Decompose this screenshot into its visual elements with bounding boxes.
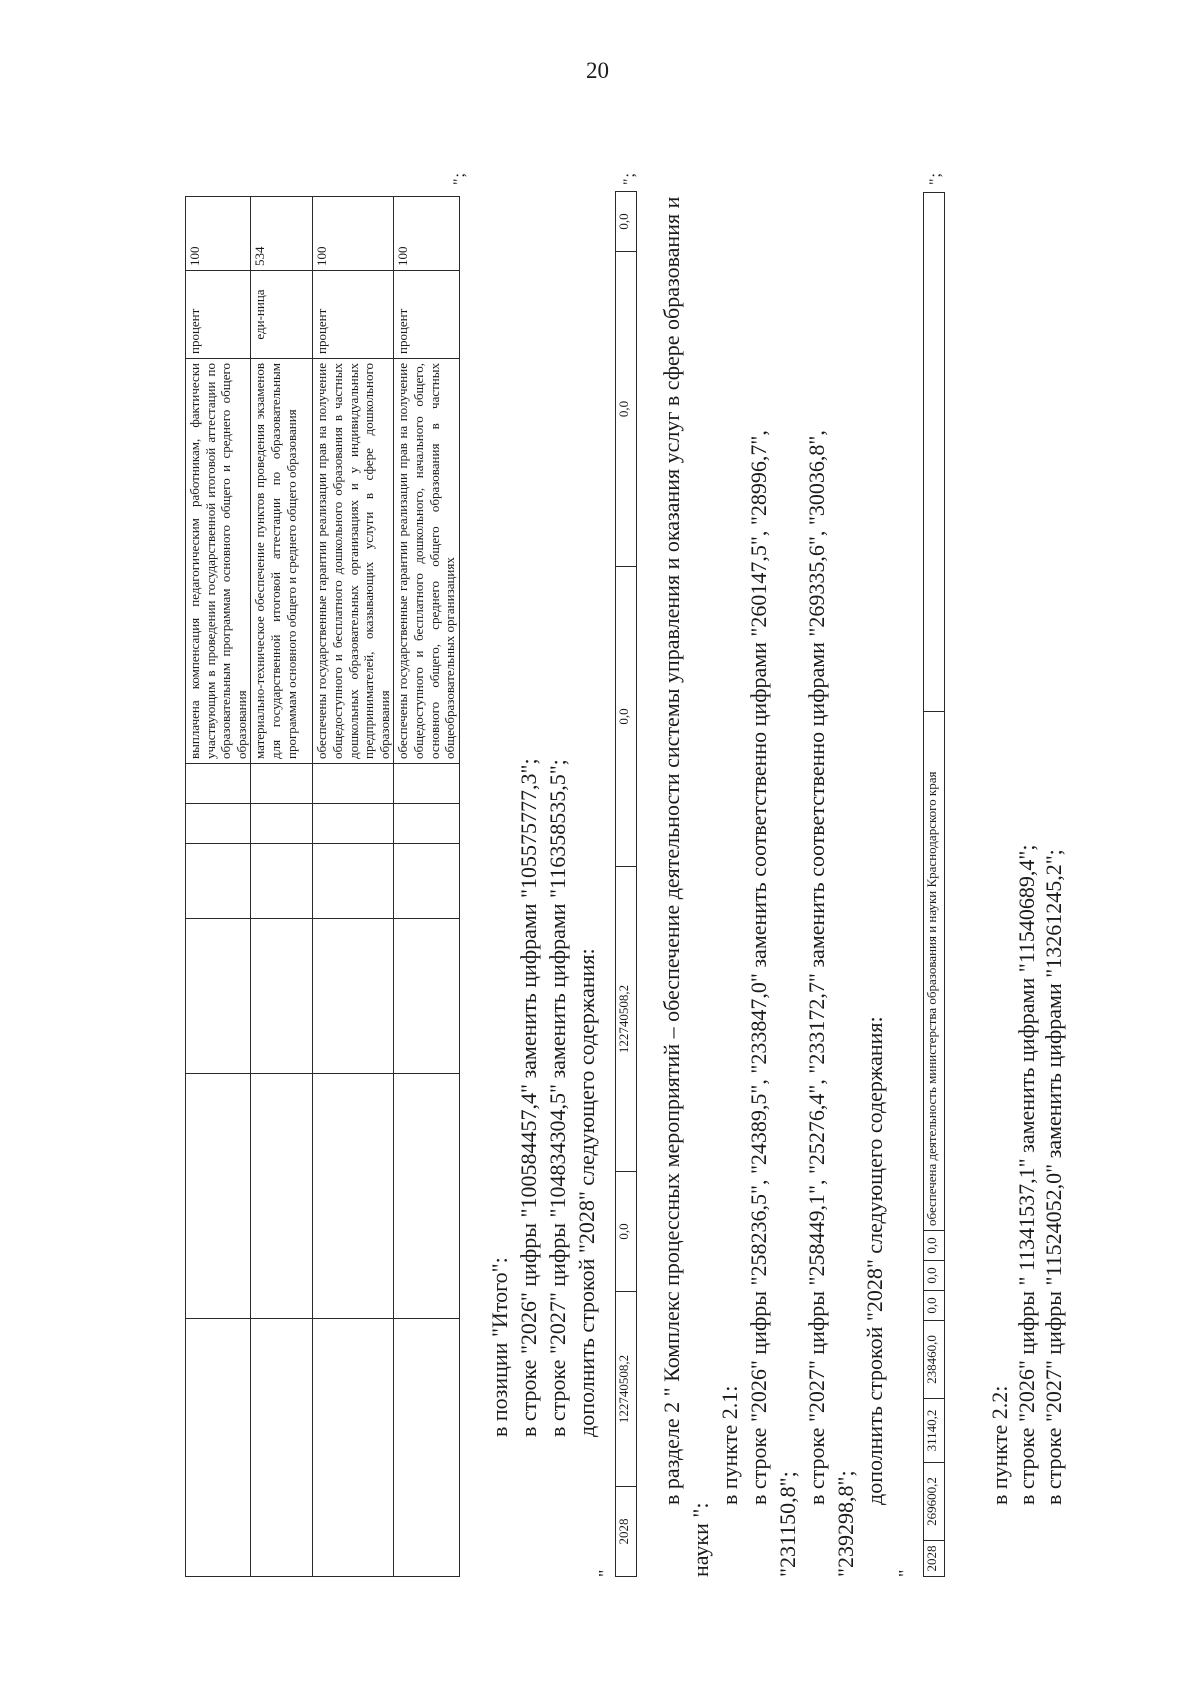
table-cell: 0,0 (616, 192, 637, 252)
empty-cell (186, 844, 251, 919)
section2-intro: в разделе 2 " Комплекс процессных мероприятий – обеспечение деятельности системы управления и оказания услуг в сфере образования и науки ": (659, 196, 713, 1577)
table-row (251, 197, 313, 1577)
indicator-unit: еди-ница (251, 271, 313, 359)
indicator-description: обеспечены государственные гарантии реализации прав на получение общедоступного и бесплатного дошкольного, начального общего, основного общего, среднего общего образования в частных общеобразовательных организациях (394, 359, 459, 764)
empty-cell (313, 1319, 394, 1577)
table-cell: 0,0 (616, 1172, 637, 1292)
indicator-value: 100 (394, 197, 459, 271)
indicator-description: обеспечены государственные гарантии реализации прав на получение общедоступного и бесплатного дошкольного образования в частных дошкольных образовательных организациях и у индивидуальных предпринимателей, оказывающих услуги в сфере дошкольного образования (313, 359, 394, 764)
p22-title: в пункте 2.2: (987, 1385, 1012, 1505)
table-cell-description: обеспечена деятельность министерства образования и науки Краснодарского края (924, 712, 945, 1231)
empty-cell (251, 1319, 313, 1577)
table-cell: 122740508,2 (616, 1292, 637, 1487)
indicator-description: выплачена компенсация педагогическим работникам, фактически участвующим в проведении государственной итоговой аттестации по образовательным программам основного общего и среднего общего образования (186, 359, 251, 764)
table-cell: 0,0 (924, 1231, 945, 1261)
empty-cell (251, 844, 313, 919)
indicator-unit: процент (394, 271, 459, 359)
table-cell: 0,0 (616, 252, 637, 567)
itogo-line-2026: в строке "2026" цифры "100584457,4" заменить цифрами "105575777,3"; (516, 758, 541, 1437)
year-cell: 2028 (616, 1487, 637, 1577)
table-row (186, 197, 251, 1577)
empty-cell (186, 919, 251, 1074)
empty-cell (313, 844, 394, 919)
indicator-description: материально-техническое обеспечение пунктов проведения экзаменов для государственной итоговой аттестации по образовательным программам основного общего и среднего общего образования (251, 359, 313, 764)
p22-line-2027: в строке "2027" цифры "11524052,0" заменить цифрами "13261245,2"; (1041, 849, 1066, 1505)
empty-cell (251, 764, 313, 804)
empty-cell (186, 1319, 251, 1577)
table-cell: 238460,0 (924, 1321, 945, 1399)
p21-2028-row (923, 192, 945, 1577)
empty-cell (313, 1074, 394, 1319)
rotated-landscape-content (145, 112, 1066, 1577)
empty-cell (251, 804, 313, 844)
p21-title: в пункте 2.1: (717, 1385, 742, 1505)
empty-cell (186, 1074, 251, 1319)
year-cell: 2028 (924, 1541, 945, 1577)
opening-quote: " (895, 1569, 915, 1577)
empty-cell (394, 1074, 459, 1319)
empty-cell (394, 844, 459, 919)
indicator-unit: процент (186, 271, 251, 359)
table-cell: 0,0 (616, 567, 637, 867)
p21-line-2027-cont: "239298,8"; (833, 1470, 858, 1577)
p21-line-2027: в строке "2027" цифры "258449,1", "25276,4", "233172,7" заменить соответственно цифрами "269335,6", "30036,8", (804, 430, 829, 1505)
empty-cell (394, 919, 459, 1074)
closing-quote: "; (621, 172, 638, 185)
empty-cell (251, 919, 313, 1074)
empty-cell (251, 1074, 313, 1319)
table-cell: 0,0 (924, 1261, 945, 1291)
p21-add-row: дополнить строкой "2028" следующего содержания: (862, 1016, 887, 1505)
itogo-2028-row (615, 191, 637, 1577)
p22-line-2026: в строке "2026" цифры " 11341537,1" заменить цифрами "11540689,4"; (1014, 844, 1039, 1505)
empty-cell (186, 764, 251, 804)
table-cell: 122740508,2 (616, 867, 637, 1172)
table-cell: 0,0 (924, 1291, 945, 1321)
empty-cell (313, 764, 394, 804)
table-row (394, 197, 459, 1577)
indicators-table (185, 196, 460, 1577)
empty-cell (924, 193, 945, 712)
opening-quote: " (595, 1569, 615, 1577)
page-number: 20 (586, 58, 609, 83)
empty-cell (313, 804, 394, 844)
table-row (313, 197, 394, 1577)
p21-line-2026: в строке "2026" цифры "258236,5", "24389,5", "233847,0" заменить соответственно цифрами "260147,5", "28996,7", (746, 430, 771, 1505)
table-cell: 31140,2 (924, 1399, 945, 1463)
empty-cell (394, 804, 459, 844)
empty-cell (186, 804, 251, 844)
indicator-unit: процент (313, 271, 394, 359)
itogo-add-row: дополнить строкой "2028" следующего содержания: (574, 948, 599, 1437)
indicator-value: 534 (251, 197, 313, 271)
itogo-heading: в позиции "Итого": (487, 1257, 512, 1437)
indicator-value: 100 (186, 197, 251, 271)
itogo-line-2027: в строке "2027" цифры "104834304,5" заменить цифрами "116358535,5"; (545, 759, 570, 1437)
closing-quote: "; (927, 172, 944, 185)
table-row (616, 192, 637, 1577)
empty-cell (313, 919, 394, 1074)
closing-quote: "; (451, 172, 468, 185)
indicator-value: 100 (313, 197, 394, 271)
empty-cell (394, 764, 459, 804)
empty-cell (394, 1319, 459, 1577)
p21-line-2026-cont: "231150,8"; (775, 1471, 800, 1577)
table-row (924, 193, 945, 1577)
table-cell: 269600,2 (924, 1463, 945, 1541)
